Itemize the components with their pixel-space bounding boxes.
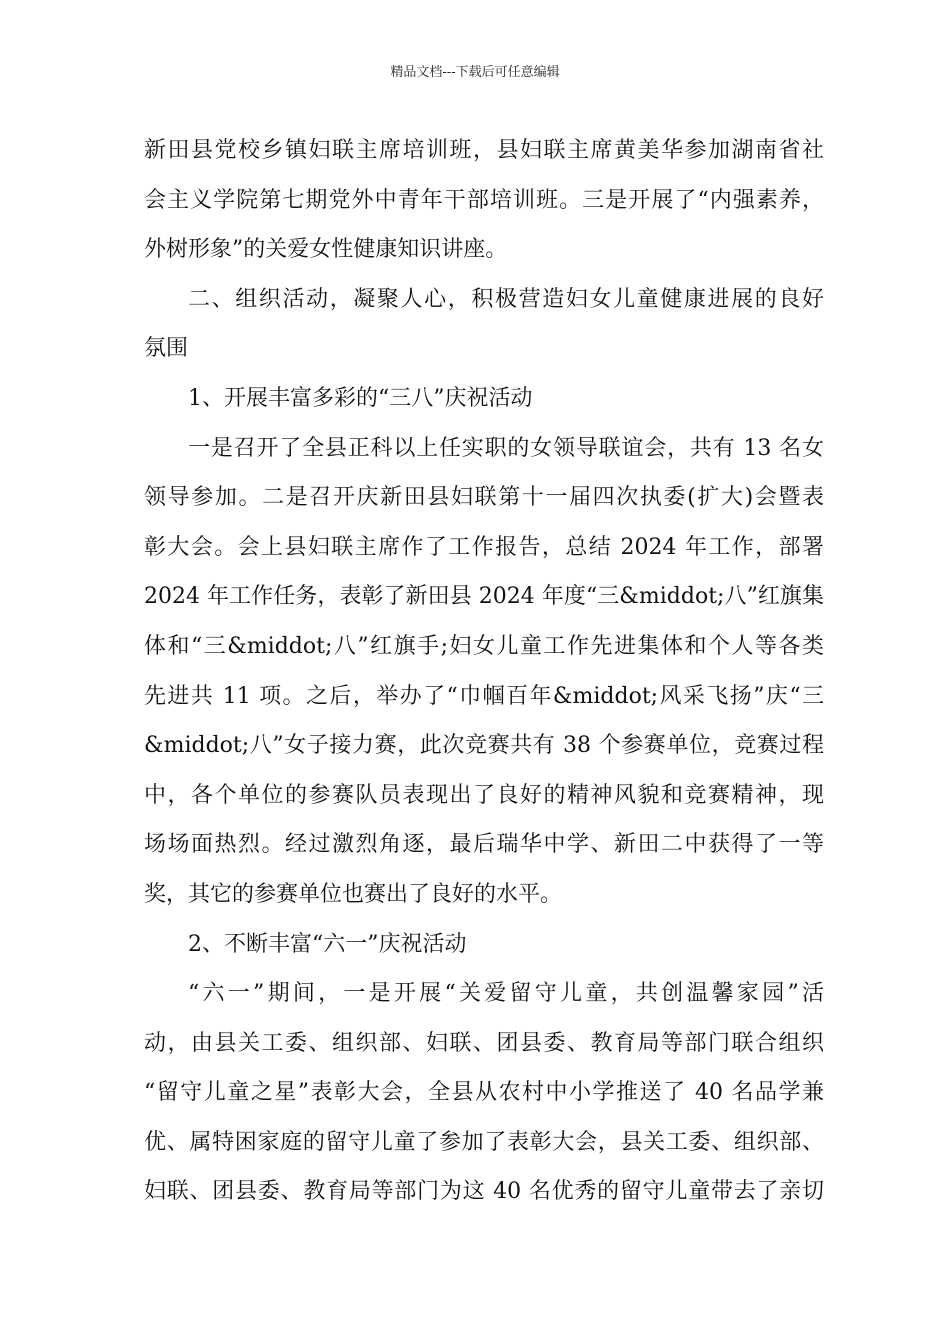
- text-line: 领导参加。二是召开庆新田县妇联第十一届四次执委(扩大)会暨表: [144, 485, 824, 511]
- text-line: “六一”期间，一是开展“关爱留守儿童，共创温馨家园”活: [188, 981, 824, 1007]
- text-line: 新田县党校乡镇妇联主席培训班，县妇联主席黄美华参加湖南省社: [144, 138, 824, 163]
- text-line: 体和“三&middot;八”红旗手;妇女儿童工作先进集体和个人等各类: [144, 633, 824, 659]
- text-line: 优、属特困家庭的留守儿童了参加了表彰大会，县关工委、组织部、: [144, 1129, 824, 1155]
- text-line: 奖，其它的参赛单位也赛出了良好的水平。: [144, 881, 563, 907]
- text-line: 动，由县关工委、组织部、妇联、团县委、教育局等部门联合组织: [144, 1030, 824, 1056]
- text-line: 场场面热烈。经过激烈角逐，最后瑞华中学、新田二中获得了一等: [144, 832, 824, 858]
- text-line: 会主义学院第七期党外中青年干部培训班。三是开展了“内强素养，: [144, 187, 824, 213]
- text-line: 二、组织活动，凝聚人心，积极营造妇女儿童健康进展的良好: [188, 286, 824, 312]
- text-line: 先进共 11 项。之后，举办了“巾帼百年&middot;风采飞扬”庆“三: [144, 683, 824, 709]
- text-line: 中，各个单位的参赛队员表现出了良好的精神风貌和竞赛精神，现: [144, 782, 824, 808]
- text-line: 氛围: [144, 336, 189, 362]
- text-line: 妇联、团县委、教育局等部门为这 40 名优秀的留守儿童带去了亲切: [144, 1179, 824, 1205]
- text-line: 1、开展丰富多彩的“三八”庆祝活动: [188, 385, 533, 411]
- text-line: 2024 年工作任务，表彰了新田县 2024 年度“三&middot;八”红旗集: [144, 584, 824, 610]
- text-line: 外树形象”的关爱女性健康知识讲座。: [144, 237, 508, 263]
- text-line: &middot;八”女子接力赛，此次竞赛共有 38 个参赛单位，竞赛过程: [144, 733, 824, 759]
- page-header: 精品文档---下载后可任意编辑: [390, 65, 560, 80]
- text-line: 2、不断丰富“六一”庆祝活动: [188, 931, 467, 957]
- text-line: 彰大会。会上县妇联主席作了工作报告，总结 2024 年工作，部署: [144, 534, 824, 560]
- document-body: [144, 126, 824, 1217]
- text-line: 一是召开了全县正科以上任实职的女领导联谊会，共有 13 名女: [188, 435, 824, 461]
- text-line: “留守儿童之星”表彰大会，全县从农村中小学推送了 40 名品学兼: [144, 1080, 824, 1106]
